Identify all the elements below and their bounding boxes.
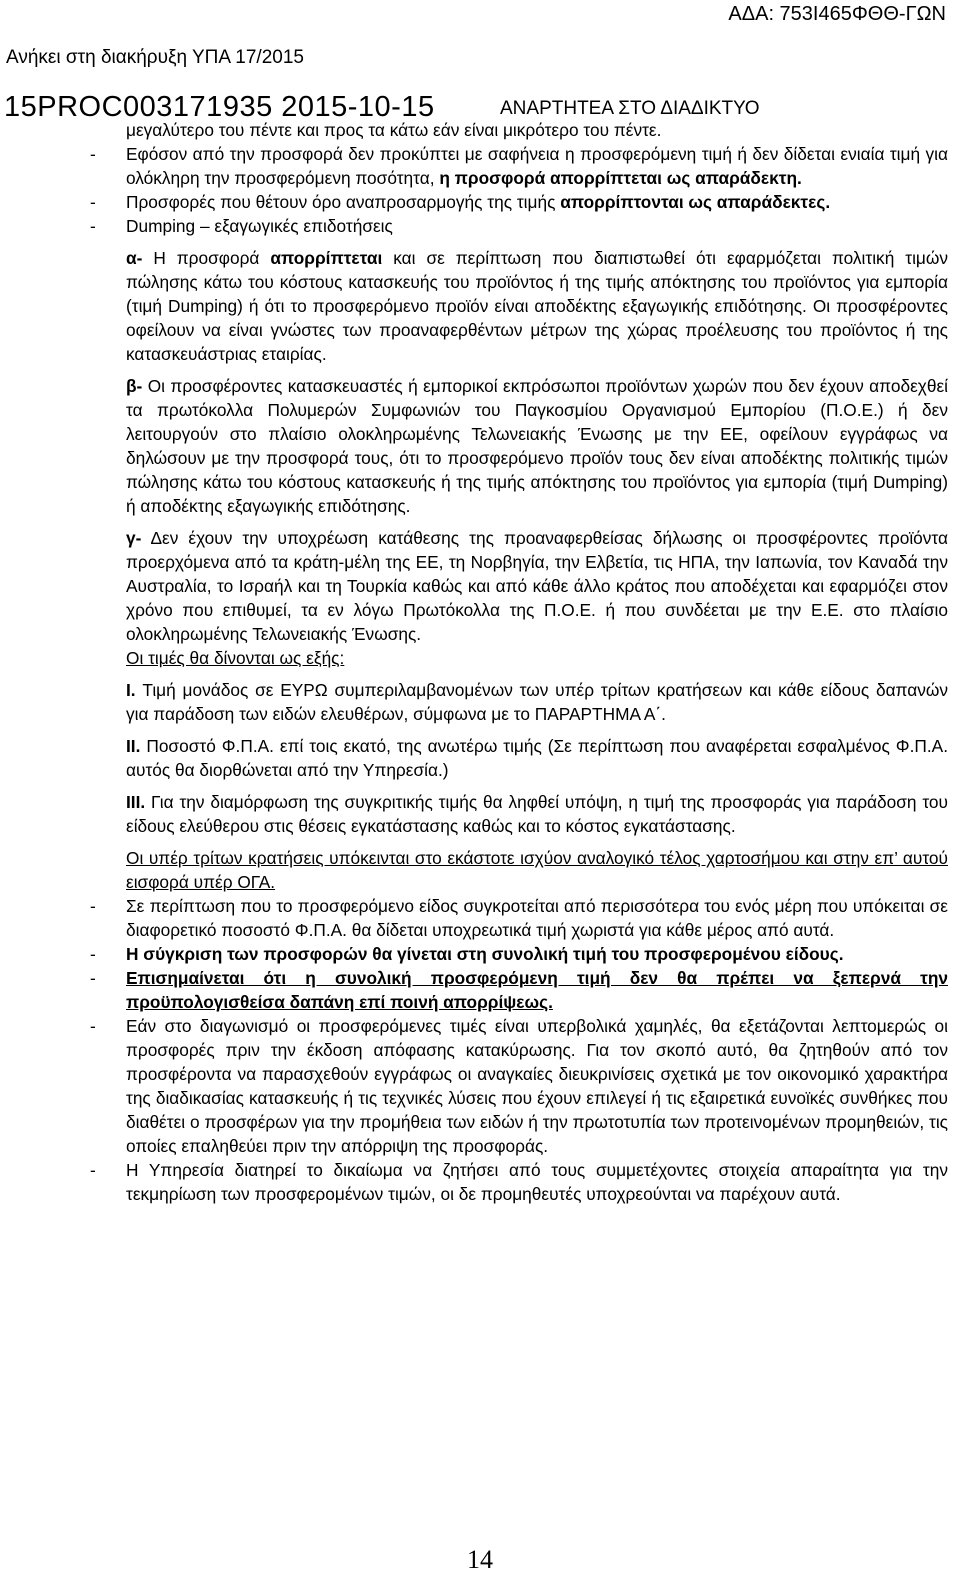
item-bold-text: απορρίπτονται ως απαράδεκτες. <box>560 192 831 212</box>
roman-text: Ποσοστό Φ.Π.Α. επί τοις εκατό, της ανωτέρω τιμής (Σε περίπτωση που αναφέρεται εσφαλμένος Φ.Π.Α. αυτός θα διορθώνεται από την Υπηρεσία.) <box>126 736 948 780</box>
dash-bullet: - <box>90 944 96 964</box>
posting-notice: ΑΝΑΡΤΗΤΕΑ ΣΤΟ ΔΙΑΔΙΚΤΥΟ <box>500 98 760 119</box>
ada-code: ΑΔΑ: 753Ι465ΦΘΘ-ΓΩΝ <box>728 3 946 25</box>
item-text: Σε περίπτωση που το προσφερόμενο είδος συγκροτείται από περισσότερα του ενός μέρη που υπόκειται σε διαφορετικό ποσοστό Φ.Π.Α. θα δίδεται υποχρεωτικά τιμή χωριστά για κάθε μέρος από αυτά. <box>126 896 948 940</box>
subitem-text: Δεν έχουν την υποχρέωση κατάθεσης της προαναφερθείσας δήλωσης οι προσφέροντες προϊόντα προερχόμενα από τα κράτη-μέλη της ΕΕ, τη Νορβηγία, την Ελβετία, τις ΗΠΑ, την Ιαπωνία, τον Καναδά την Αυστραλία, το Ισραήλ και τη Τουρκία καθώς και από κάθε άλλο κράτος που αποδέχεται και εφαρμόζει στον χρόνο που επιθυμεί, τα εν λόγω Πρωτόκολλα της Π.Ο.Ε. ή που συνδέεται με την Ε.Ε. στο πλαίσιο ολοκληρωμένης Τελωνειακής Ένωσης. <box>126 528 948 644</box>
dash-bullet: - <box>90 1160 96 1180</box>
rounding-text: μεγαλύτερο του πέντε και προς τα κάτω εάν είναι μικρότερο του πέντε. <box>126 120 662 140</box>
item-text: Προσφορές που θέτουν όρο αναπροσαρμογής της τιμής <box>126 192 561 212</box>
dash-bullet: - <box>90 896 96 916</box>
roman-item-3 <box>90 790 948 838</box>
item-bold-text: Η σύγκριση των προσφορών θα γίνεται στη συνολική τιμή του προσφερομένου είδους. <box>126 944 844 964</box>
list-item-comparison <box>90 942 948 966</box>
list-item-multipart-vat <box>90 894 948 942</box>
dash-bullet: - <box>90 144 96 164</box>
list-item-dumping <box>90 214 948 238</box>
prices-heading-text: Οι τιμές θα δίνονται ως εξής: <box>126 648 345 668</box>
list-item-documentation <box>90 1158 948 1206</box>
roman-item-2 <box>90 734 948 782</box>
tender-reference: Ανήκει στη διακήρυξη ΥΠΑ 17/2015 <box>6 47 304 68</box>
dash-bullet: - <box>90 1016 96 1036</box>
dash-bullet: - <box>90 192 96 212</box>
subitem-gamma <box>90 526 948 646</box>
item-bold-underlined-text: Επισημαίνεται ότι η συνολική προσφερόμενη τιμή δεν θα πρέπει να ξεπερνά την προϋπολογισθείσα δαπάνη επί ποινή απορρίψεως. <box>126 968 948 1012</box>
roman-label: I. <box>126 680 136 700</box>
roman-text: Τιμή μονάδος σε ΕΥΡΩ συμπεριλαμβανομένων των υπέρ τρίτων κρατήσεων και κάθε είδους δαπανών για παράδοση των ειδών ελευθέρων, σύμφωνα με το ΠΑΡΑΡΤΗΜΑ Α΄. <box>126 680 948 724</box>
subitem-label: γ- <box>126 528 142 548</box>
tax-note-text: Οι υπέρ τρίτων κρατήσεις υπόκεινται στο εκάστοτε ισχύον αναλογικό τέλος χαρτοσήμου και στην επ’ αυτού εισφορά υπέρ ΟΓΑ. <box>126 848 948 892</box>
item-text: Εφόσον από την προσφορά δεν προκύπτει με σαφήνεια η προσφερόμενη τιμή ή δεν δίδεται ενιαία τιμή για ολόκληρη την προσφερόμενη ποσότητα, <box>126 144 948 188</box>
proc-code: 15PROC003171935 2015-10-15 <box>4 91 435 123</box>
list-item-price-adjustment <box>90 190 948 214</box>
roman-text: Για την διαμόρφωση της συγκριτικής τιμής θα ληφθεί υπόψη, η τιμή της προσφοράς για παράδοση του είδους ελεύθερου στις θέσεις εγκατάστασης καθώς και το κόστος εγκατάστασης. <box>126 792 948 836</box>
document-body <box>90 118 948 1206</box>
subitem-text: και σε περίπτωση που διαπιστωθεί ότι εφαρμόζεται πολιτική τιμών πώλησης κάτω του κόστους κατασκευής του προϊόντος ή της τιμής απόκτησης του προϊόντος για εμπορία (τιμή Dumping) ή ότι το προσφερόμενο προϊόν είναι αποδέκτης εξαγωγικής επιδότησης. Οι προσφέροντες οφείλουν να είναι γνώστες των προαναφερθέντων μέτρων της χώρας προέλευσης του προϊόντος ή της κατασκευάστριας εταιρίας. <box>126 248 948 364</box>
roman-item-1 <box>90 678 948 726</box>
page-number: 14 <box>467 1545 493 1574</box>
item-bold-text: η προσφορά απορρίπτεται ως απαράδεκτη. <box>439 168 802 188</box>
subitem-text: Οι προσφέροντες κατασκευαστές ή εμπορικοί εκπρόσωποι προϊόντων χωρών που δεν έχουν αποδεχθεί τα πρωτόκολλα Πολυμερών Συμφωνιών του Παγκοσμίου Οργανισμού Εμπορίου (Π.Ο.Ε.) ή δεν λειτουργούν στο πλαίσιο ολοκληρωμένης Τελωνειακής Ένωσης με την ΕΕ, οφείλουν εγγράφως να δηλώσουν με την προσφορά τους, ότι το προσφερόμενο προϊόν τους δεν είναι αποδέκτης πολιτικής τιμών πώλησης κάτω του κόστους κατασκευής ή της τιμής απόκτησης του προϊόντος για εμπορία (τιμή Dumping) ή αποδέκτης εξαγωγικής επιδότησης. <box>126 376 948 516</box>
dash-bullet: - <box>90 968 96 988</box>
item-text: Η Υπηρεσία διατηρεί το δικαίωμα να ζητήσει από τους συμμετέχοντες στοιχεία απαραίτητα για την τεκμηρίωση των προσφερομένων τιμών, οι δε προμηθευτές υποχρεούνται να παρέχουν αυτά. <box>126 1160 948 1204</box>
prices-heading <box>90 646 948 670</box>
list-item-unclear-price <box>90 142 948 190</box>
subitem-beta <box>90 374 948 518</box>
subitem-text: Η προσφορά <box>142 248 271 268</box>
subitem-alpha <box>90 246 948 366</box>
roman-label: III. <box>126 792 146 812</box>
item-text: Εάν στο διαγωνισμό οι προσφερόμενες τιμές είναι υπερβολικά χαμηλές, θα εξετάζονται λεπτομερώς οι προσφορές πριν την έκδοση απόφασης κατακύρωσης. Για τον σκοπό αυτό, θα ζητηθούν από τον προσφέροντα να παρασχεθούν εγγράφως οι αναγκαίες διευκρινίσεις σχετικά με τον οικονομικό χαρακτήρα της διαδικασίας κατασκευής ή τις τεχνικές λύσεις που έχουν επιλεγεί ή τις εξαιρετικά ευνοϊκές συνθήκες που διαθέτει ο προσφέρων για την προμήθεια των ειδών ή την πρωτοτυπία των προτεινομένων προμηθειών, τις οποίες επαληθεύει πριν την απόρριψη της προσφοράς. <box>126 1016 948 1156</box>
tax-note <box>90 846 948 894</box>
list-item-low-prices <box>90 1014 948 1158</box>
subitem-bold-text: απορρίπτεται <box>270 248 383 268</box>
list-item-budget-limit <box>90 966 948 1014</box>
subitem-label: α- <box>126 248 143 268</box>
dash-bullet: - <box>90 216 96 236</box>
roman-label: II. <box>126 736 141 756</box>
subitem-label: β- <box>126 376 143 396</box>
item-text: Dumping – εξαγωγικές επιδοτήσεις <box>126 216 393 236</box>
